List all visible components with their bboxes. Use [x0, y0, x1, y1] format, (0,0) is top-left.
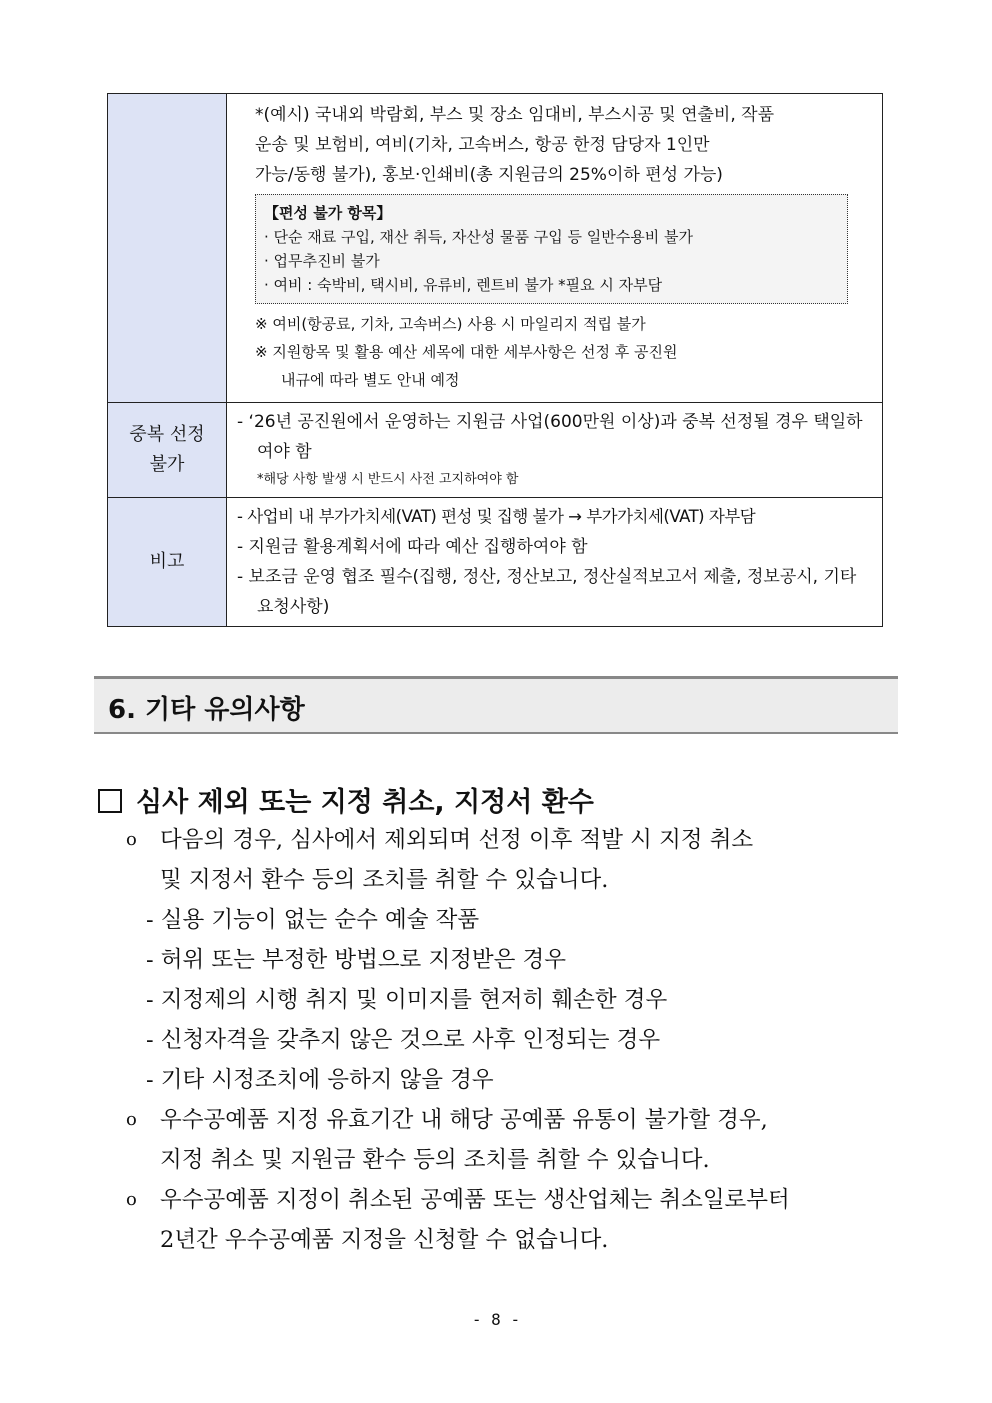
label-line: 중복 선정	[129, 424, 205, 445]
remark-item: - 사업비 내 부가가치세(VAT) 편성 및 집행 불가 → 부가가치세(VAT) 자부담	[237, 507, 756, 526]
table-row	[108, 403, 883, 498]
not-allowed-box	[255, 194, 848, 304]
list-item: - 허위 또는 부정한 방법으로 지정받은 경우	[146, 947, 567, 973]
support-info-table	[107, 93, 883, 627]
subsection-heading	[98, 780, 594, 819]
expense-detail-cell	[227, 94, 883, 403]
body-line: 우수공예품 지정이 취소된 공예품 또는 생산업체는 취소일로부터	[160, 1187, 790, 1213]
row-label-empty	[108, 94, 227, 403]
circle-bullet-icon: o	[126, 1109, 137, 1130]
not-allowed-item: · 여비 : 숙박비, 택시비, 유류비, 렌트비 불가 *필요 시 자부담	[264, 276, 663, 294]
note-line: 내규에 따라 별도 안내 예정	[281, 371, 460, 389]
duplicate-note: *해당 사항 발생 시 반드시 사전 고지하여야 함	[257, 472, 519, 487]
body-line: 다음의 경우, 심사에서 제외되며 선정 이후 적발 시 지정 취소	[160, 827, 754, 853]
square-bullet-icon	[98, 789, 122, 813]
label-line: 불가	[149, 454, 185, 475]
list-item: - 실용 기능이 없는 순수 예술 작품	[146, 907, 480, 933]
expense-example-line: *(예시) 국내외 박람회, 부스 및 장소 임대비, 부스시공 및 연출비, 작품	[255, 105, 774, 125]
table-row	[108, 498, 883, 627]
row-label-duplicate	[108, 403, 227, 498]
not-allowed-item: · 업무추진비 불가	[264, 252, 380, 270]
subsection-title: 심사 제외 또는 지정 취소, 지정서 환수	[136, 787, 594, 818]
table-row	[108, 94, 883, 403]
remark-item: - 지원금 활용계획서에 따라 예산 집행하여야 함	[237, 537, 588, 557]
duplicate-detail-cell	[227, 403, 883, 498]
list-item: - 신청자격을 갖추지 않은 것으로 사후 인정되는 경우	[146, 1027, 661, 1053]
circle-bullet-icon: o	[126, 829, 137, 850]
list-item: - 지정제의 시행 취지 및 이미지를 현저히 훼손한 경우	[146, 987, 668, 1013]
note-line: ※ 지원항목 및 활용 예산 세목에 대한 세부사항은 선정 후 공진원	[255, 343, 678, 361]
expense-example-line: 운송 및 보험비, 여비(기차, 고속버스, 항공 한정 담당자 1인만	[255, 135, 710, 155]
body-line: 및 지정서 환수 등의 조치를 취할 수 있습니다.	[160, 867, 609, 893]
expense-example-line: 가능/동행 불가), 홍보·인쇄비(총 지원금의 25%이하 편성 가능)	[255, 165, 723, 185]
not-allowed-item: · 단순 재료 구입, 재산 취득, 자산성 물품 구입 등 일반수용비 불가	[264, 228, 694, 246]
page-number: - 8 -	[471, 1310, 521, 1329]
body-line: 우수공예품 지정 유효기간 내 해당 공예품 유통이 불가할 경우,	[160, 1107, 768, 1133]
section-title: 6. 기타 유의사항	[108, 695, 305, 725]
duplicate-text: - ‘26년 공진원에서 운영하는 지원금 사업(600만원 이상)과 중복 선정될 경우 택일하여야 함	[237, 412, 863, 462]
not-allowed-title: 【편성 불가 항목】	[264, 204, 392, 222]
list-item: - 기타 시정조치에 응하지 않을 경우	[146, 1067, 494, 1093]
circle-bullet-icon: o	[126, 1189, 137, 1210]
body-line: 지정 취소 및 지원금 환수 등의 조치를 취할 수 있습니다.	[160, 1147, 710, 1173]
note-line: ※ 여비(항공료, 기차, 고속버스) 사용 시 마일리지 적립 불가	[255, 315, 646, 333]
row-label-remarks: 비고	[108, 498, 227, 627]
remark-item: - 보조금 운영 협조 필수(집행, 정산, 정산보고, 정산실적보고서 제출, 정보공시, 기타 요청사항)	[237, 567, 857, 617]
body-line: 2년간 우수공예품 지정을 신청할 수 없습니다.	[160, 1227, 609, 1253]
remarks-detail-cell	[227, 498, 883, 627]
section-header	[94, 676, 898, 734]
